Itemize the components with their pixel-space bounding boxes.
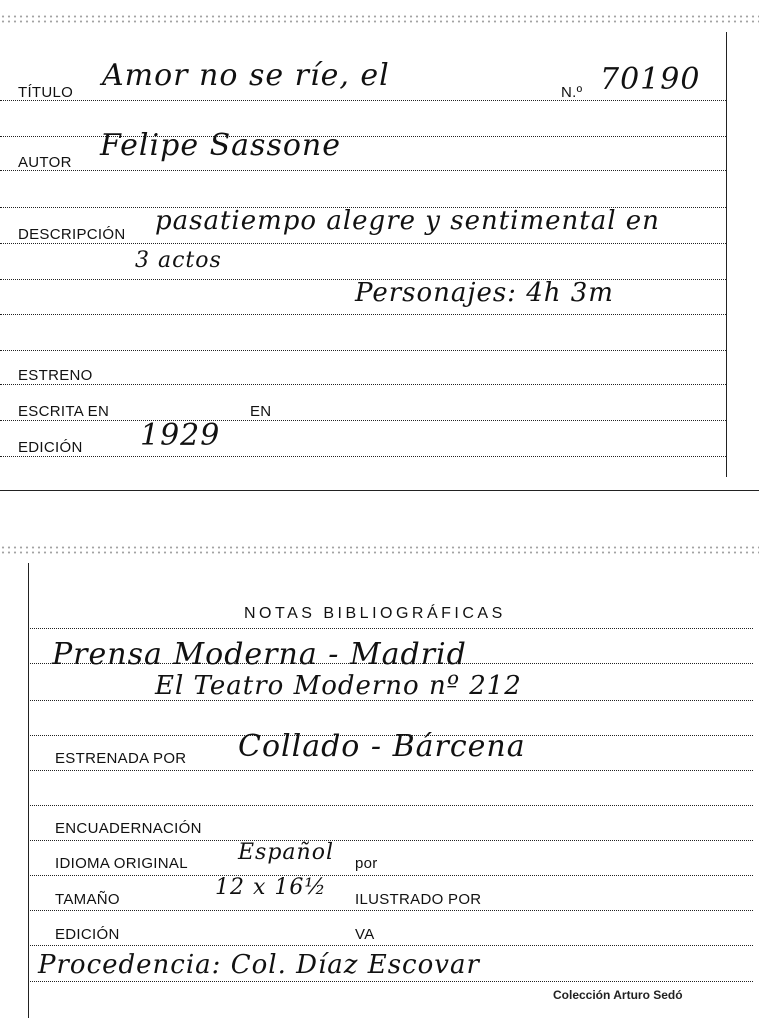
label-edicion: EDICIÓN <box>18 439 83 456</box>
label-idioma-original: IDIOMA ORIGINAL <box>55 855 188 872</box>
value-descripcion-line1: pasatiempo alegre y sentimental en <box>155 206 660 236</box>
label-autor: AUTOR <box>18 154 72 171</box>
value-autor: Felipe Sassone <box>100 128 341 163</box>
rule-encuadernacion <box>28 840 753 841</box>
label-por: por <box>355 855 378 872</box>
label-en: EN <box>250 403 272 420</box>
rule-escrita <box>0 420 726 421</box>
card-left-border <box>28 563 29 1018</box>
value-idioma-original: Español <box>238 840 334 865</box>
value-personajes: Personajes: 4h 3m <box>355 278 614 308</box>
value-titulo: Amor no se ríe, el <box>102 58 390 93</box>
catalog-card-bottom <box>0 545 759 1028</box>
rule-idioma <box>28 875 753 876</box>
value-descripcion-line2: 3 actos <box>135 248 222 273</box>
value-tamano: 12 x 16½ <box>215 875 327 900</box>
rule-edicion <box>0 456 726 457</box>
value-notas-line1: Prensa Moderna - Madrid <box>52 637 467 672</box>
value-numero: 70190 <box>600 62 701 97</box>
label-numero: N.º <box>561 84 583 101</box>
label-tamano: TAMAÑO <box>55 891 120 908</box>
value-procedencia: Procedencia: Col. Díaz Escovar <box>38 950 480 980</box>
label-encuadernacion: ENCUADERNACIÓN <box>55 820 202 837</box>
label-estreno: ESTRENO <box>18 367 93 384</box>
card-top-edge-noise <box>0 14 759 24</box>
rule-descripcion <box>0 243 726 244</box>
rule-blank-5 <box>0 350 726 351</box>
rule-estrenada <box>28 770 753 771</box>
value-edicion: 1929 <box>140 418 221 453</box>
notas-heading: NOTAS BIBLIOGRÁFICAS <box>244 605 506 622</box>
card-right-border <box>726 32 727 477</box>
card-bottom-edge-noise <box>0 545 759 555</box>
rule-notas-1 <box>28 628 753 629</box>
label-edicion-2: EDICIÓN <box>55 926 120 943</box>
collection-stamp: Colección Arturo Sedó <box>553 988 683 1002</box>
rule-autor <box>0 170 726 171</box>
label-escrita-en: ESCRITA EN <box>18 403 110 420</box>
rule-tamano <box>28 910 753 911</box>
rule-edicion-2 <box>28 945 753 946</box>
rule-titulo <box>0 100 726 101</box>
label-ilustrado-por: ILUSTRADO POR <box>355 891 482 908</box>
rule-estreno <box>0 384 726 385</box>
catalog-card-top <box>0 0 759 495</box>
card-bottom-border <box>0 490 759 491</box>
rule-blank-4 <box>0 314 726 315</box>
rule-procedencia <box>28 981 753 982</box>
label-va: VA <box>355 926 375 943</box>
value-estrenada-por: Collado - Bárcena <box>238 729 526 764</box>
label-titulo: TÍTULO <box>18 84 74 101</box>
label-descripcion: DESCRIPCIÓN <box>18 226 126 243</box>
rule-blank <box>28 805 753 806</box>
value-notas-line2: El Teatro Moderno nº 212 <box>155 671 522 701</box>
label-estrenada-por: ESTRENADA POR <box>55 750 187 767</box>
